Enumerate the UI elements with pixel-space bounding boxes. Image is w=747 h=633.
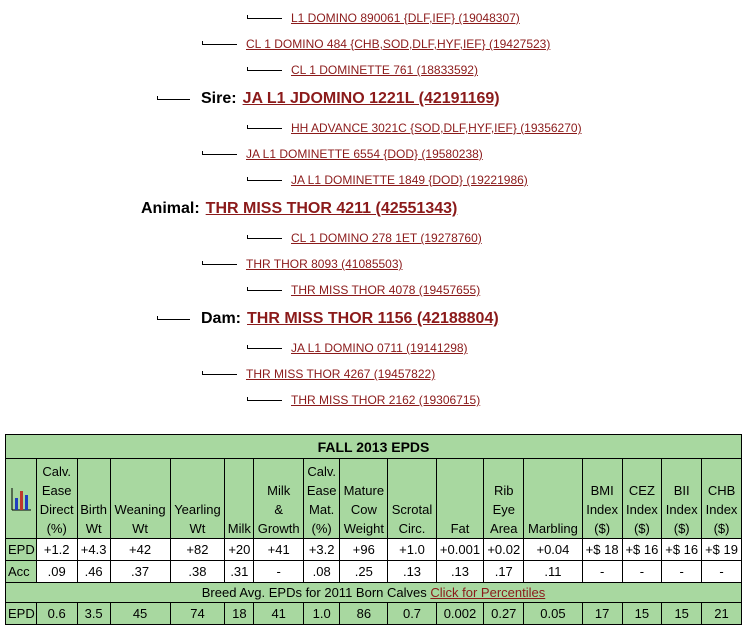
epd-header-text: Index — [665, 502, 698, 517]
connector-line — [247, 238, 282, 239]
acc-value-cell: .13 — [388, 561, 436, 583]
epd-row-label: EPD — [6, 539, 37, 561]
animal-label: Animal: — [141, 200, 200, 217]
epd-value-cell: +0.001 — [436, 539, 484, 561]
sire-dam-link[interactable]: JA L1 DOMINETTE 6554 {DOD} (19580238) — [246, 147, 483, 161]
epd-value-cell: +$ 19 — [702, 539, 742, 561]
epd-header-cell — [225, 459, 254, 539]
acc-values-row — [6, 561, 742, 583]
acc-row-label: Acc — [6, 561, 37, 583]
epd-header-cell — [36, 459, 77, 539]
acc-value-cell: - — [582, 561, 622, 583]
epd-header-text: Fat — [450, 521, 470, 536]
acc-value-cell: .37 — [110, 561, 170, 583]
epd-header-text: Birth — [80, 502, 107, 517]
epd-table — [5, 434, 742, 625]
connector-line — [247, 290, 282, 291]
epd-value-cell: +20 — [225, 539, 254, 561]
breed-avg-value-cell: 3.5 — [77, 603, 110, 625]
epd-header-text: Ease — [306, 483, 337, 498]
epd-header-text: Index — [705, 502, 738, 517]
epd-header-cell — [170, 459, 225, 539]
acc-value-cell: - — [622, 561, 662, 583]
acc-value-cell: .38 — [170, 561, 225, 583]
epd-header-text: Calv. — [307, 464, 336, 479]
pedigree-dam-sire — [202, 256, 403, 272]
connector-line — [247, 70, 282, 71]
pedigree-sire-sire-sire — [247, 10, 520, 26]
epd-header-text: BII — [673, 483, 690, 498]
epd-header-text: ($) — [713, 521, 730, 536]
epd-header-cell — [110, 459, 170, 539]
epd-value-cell: +96 — [340, 539, 388, 561]
epd-header-text: Marbling — [528, 521, 578, 536]
epd-header-text: Yearling — [174, 502, 221, 517]
breed-avg-value-cell: 74 — [170, 603, 225, 625]
epd-value-cell: +4.3 — [77, 539, 110, 561]
epd-header-cell — [340, 459, 388, 539]
breed-avg-value-cell: 18 — [225, 603, 254, 625]
pedigree-dam-dam-sire — [247, 340, 468, 356]
epd-header-text: Weight — [343, 521, 384, 536]
dam-dam-link[interactable]: THR MISS THOR 4267 (19457822) — [246, 367, 436, 381]
epd-header-text: (%) — [46, 521, 67, 536]
acc-value-cell: .11 — [524, 561, 583, 583]
epd-header-cell — [582, 459, 622, 539]
breed-avg-value-cell: 0.7 — [388, 603, 436, 625]
epd-value-cell: +1.0 — [388, 539, 436, 561]
epd-value-cell: +1.2 — [36, 539, 77, 561]
avg-row-label: EPD — [6, 603, 37, 625]
dam-sire-sire-link[interactable]: CL 1 DOMINO 278 1ET (19278760) — [291, 231, 482, 245]
connector-line — [247, 180, 282, 181]
breed-avg-value-cell: 17 — [582, 603, 622, 625]
epd-header-text: Wt — [85, 521, 102, 536]
pedigree-sire-dam-dam — [247, 172, 528, 188]
dam-link[interactable]: THR MISS THOR 1156 (42188804) — [247, 310, 499, 327]
epd-header-cell — [622, 459, 662, 539]
epd-header-text: Mature — [343, 483, 385, 498]
breed-avg-value-cell: 0.6 — [36, 603, 77, 625]
epd-header-text: Wt — [132, 521, 149, 536]
acc-value-cell: .17 — [484, 561, 524, 583]
epd-value-cell: +$ 18 — [582, 539, 622, 561]
sire-sire-link[interactable]: CL 1 DOMINO 484 {CHB,SOD,DLF,HYF,IEF} (19427523) — [246, 37, 551, 51]
pedigree-dam — [157, 311, 499, 327]
epd-header-text: Mat. — [309, 502, 335, 517]
percentiles-link[interactable]: Click for Percentiles — [430, 585, 546, 600]
epd-header-text: Calv. — [42, 464, 72, 479]
epd-header-cell — [254, 459, 304, 539]
epd-header-text: ($) — [673, 521, 690, 536]
acc-value-cell: .25 — [340, 561, 388, 583]
epd-header-text: CEZ — [628, 483, 655, 498]
epd-header-text: Area — [490, 521, 518, 536]
acc-value-cell: .46 — [77, 561, 110, 583]
epd-header-cell — [388, 459, 436, 539]
pedigree-sire-dam — [202, 146, 483, 162]
acc-value-cell: .09 — [36, 561, 77, 583]
dam-dam-dam-link[interactable]: THR MISS THOR 2162 (19306715) — [291, 393, 481, 407]
breed-avg-value-cell: 21 — [702, 603, 742, 625]
epd-value-cell: +$ 16 — [662, 539, 702, 561]
connector-line — [202, 374, 237, 375]
dam-sire-dam-link[interactable]: THR MISS THOR 4078 (19457655) — [291, 283, 481, 297]
epd-value-cell: +42 — [110, 539, 170, 561]
pedigree-sire-sire — [202, 36, 550, 52]
breed-avg-value-cell: 0.002 — [436, 603, 484, 625]
acc-value-cell: .08 — [304, 561, 340, 583]
epd-value-cell: +0.02 — [484, 539, 524, 561]
epd-header-text: BMI — [590, 483, 614, 498]
epd-header-text: ($) — [633, 521, 650, 536]
breed-avg-value-cell: 45 — [110, 603, 170, 625]
epd-value-cell: +3.2 — [304, 539, 340, 561]
epd-header-text: Ease — [41, 483, 72, 498]
epd-header-cell — [436, 459, 484, 539]
epd-header-cell — [484, 459, 524, 539]
sire-sire-sire-link[interactable]: L1 DOMINO 890061 {DLF,IEF} (19048307) — [291, 11, 520, 25]
epd-values-row — [6, 539, 742, 561]
breed-avg-value-cell: 0.05 — [524, 603, 583, 625]
epd-value-cell: +82 — [170, 539, 225, 561]
epd-header-text: Weaning — [114, 502, 166, 517]
pedigree-dam-sire-sire — [247, 230, 482, 246]
connector-line — [202, 44, 237, 45]
epd-header-cell — [304, 459, 340, 539]
acc-value-cell: .31 — [225, 561, 254, 583]
pedigree-sire-sire-dam — [247, 62, 478, 78]
animal-link[interactable]: THR MISS THOR 4211 (42551343) — [205, 200, 458, 217]
epd-header-text: Milk — [227, 521, 251, 536]
breed-avg-value-cell: 0.27 — [484, 603, 524, 625]
sire-dam-sire-link[interactable]: HH ADVANCE 3021C {SOD,DLF,HYF,IEF} (19356270) — [291, 121, 582, 135]
epd-header-icon-cell — [6, 459, 37, 539]
epd-header-cell — [524, 459, 583, 539]
epd-header-text: Direct — [39, 502, 74, 517]
epd-header-text: Cow — [350, 502, 377, 517]
epd-header-text: Milk — [267, 483, 291, 498]
epd-header-cell — [662, 459, 702, 539]
sire-dam-dam-link[interactable]: JA L1 DOMINETTE 1849 {DOD} (19221986) — [291, 173, 528, 187]
epd-value-cell: +41 — [254, 539, 304, 561]
epd-header-row — [6, 459, 742, 539]
acc-value-cell: - — [702, 561, 742, 583]
epd-header-cell — [77, 459, 110, 539]
breed-avg-value-cell: 1.0 — [304, 603, 340, 625]
breed-avg-row — [6, 603, 742, 625]
acc-value-cell: - — [254, 561, 304, 583]
epd-header-text: Rib — [494, 483, 514, 498]
breed-avg-value-cell: 15 — [622, 603, 662, 625]
epd-table-title: FALL 2013 EPDS — [6, 435, 742, 459]
connector-line — [247, 18, 282, 19]
epd-header-text: ($) — [594, 521, 611, 536]
epd-header-text: (%) — [311, 521, 332, 536]
breed-avg-bar — [6, 583, 742, 603]
breed-avg-value-cell: 15 — [662, 603, 702, 625]
dam-label: Dam: — [201, 310, 242, 327]
pedigree-dam-dam-dam — [247, 392, 480, 408]
sire-link[interactable]: JA L1 JDOMINO 1221L (42191169) — [242, 90, 500, 107]
pedigree-sire-dam-sire — [247, 120, 582, 136]
bar-chart-icon[interactable] — [10, 486, 32, 512]
epd-header-text: Index — [626, 502, 658, 517]
epd-value-cell: +$ 16 — [622, 539, 662, 561]
connector-line — [157, 99, 190, 100]
epd-header-text: Scrotal — [391, 502, 433, 517]
epd-header-text: CHB — [707, 483, 736, 498]
dam-sire-link[interactable]: THR THOR 8093 (41085503) — [246, 257, 403, 271]
breed-avg-cell — [6, 583, 742, 603]
breed-avg-value-cell: 86 — [340, 603, 388, 625]
connector-line — [202, 264, 237, 265]
breed-avg-text: Breed Avg. EPDs for 2011 Born Calves — [201, 585, 427, 600]
epd-value-cell: +0.04 — [524, 539, 583, 561]
pedigree-animal — [141, 201, 457, 217]
connector-line — [247, 128, 282, 129]
connector-line — [202, 154, 237, 155]
epd-header-cell — [702, 459, 742, 539]
epd-header-text: Index — [586, 502, 619, 517]
sire-sire-dam-link[interactable]: CL 1 DOMINETTE 761 (18833592) — [291, 63, 478, 77]
connector-line — [247, 348, 282, 349]
epd-header-text: & — [274, 502, 284, 517]
pedigree-dam-sire-dam — [247, 282, 480, 298]
epd-header-text: Growth — [257, 521, 300, 536]
breed-avg-value-cell: 41 — [254, 603, 304, 625]
connector-line — [157, 319, 190, 320]
sire-label: Sire: — [201, 90, 237, 107]
pedigree-sire — [157, 91, 500, 107]
epd-header-text: Wt — [189, 521, 206, 536]
epd-header-text: Circ. — [398, 521, 426, 536]
epd-header-text: Eye — [492, 502, 515, 517]
connector-line — [247, 400, 282, 401]
dam-dam-sire-link[interactable]: JA L1 DOMINO 0711 (19141298) — [291, 341, 468, 355]
pedigree-dam-dam — [202, 366, 435, 382]
acc-value-cell: - — [662, 561, 702, 583]
acc-value-cell: .13 — [436, 561, 484, 583]
